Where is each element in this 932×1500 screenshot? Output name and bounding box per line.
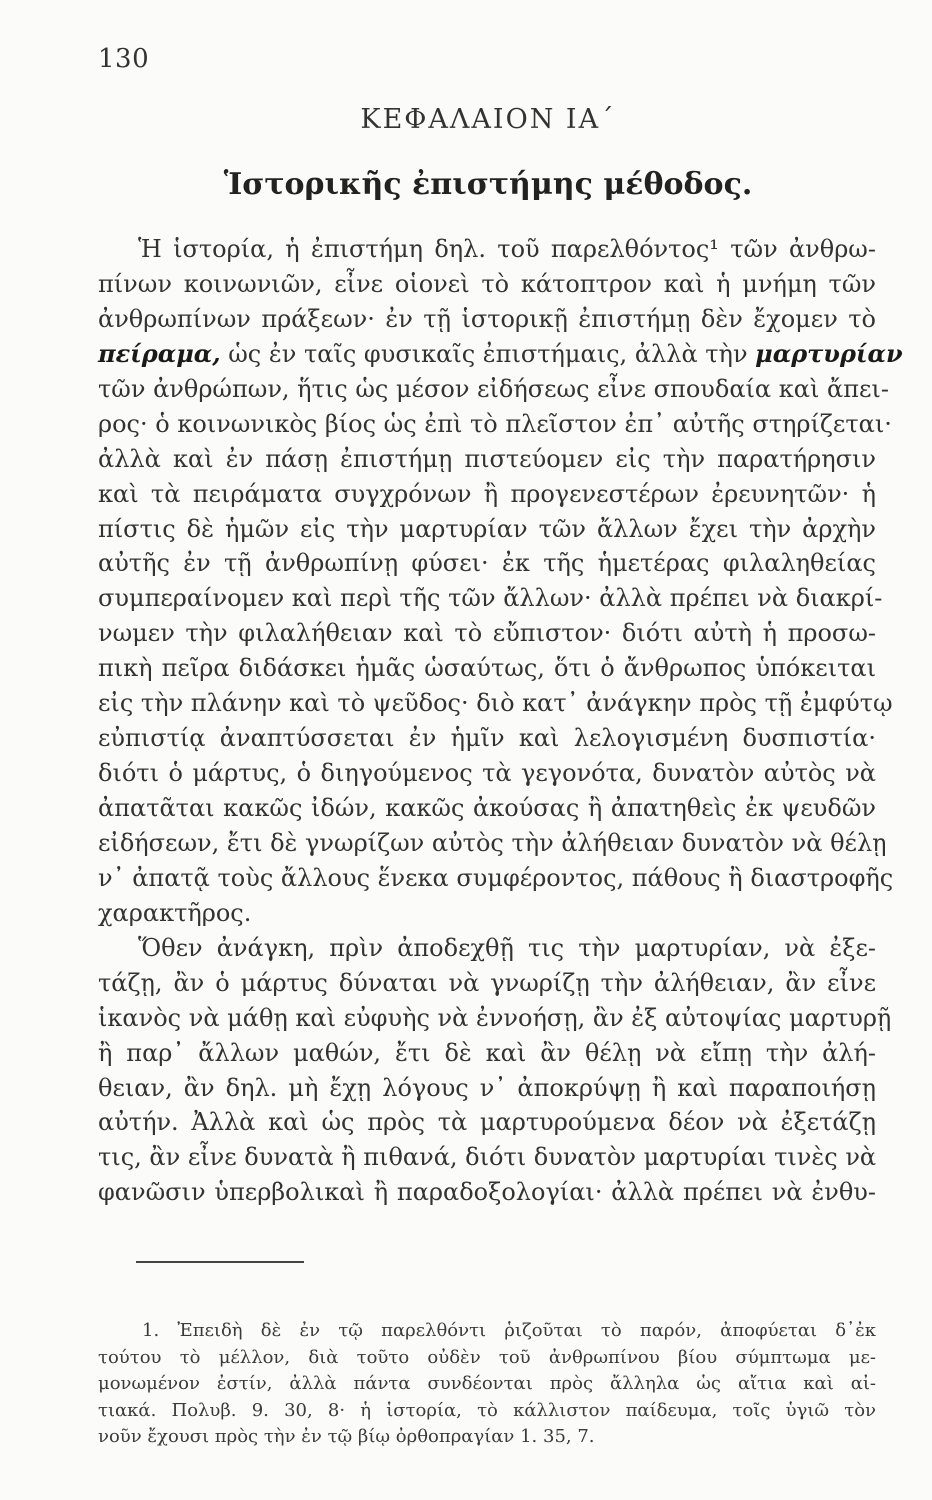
- text-segment: καὶ τὰ πειράματα συγχρόνων ἢ προγενεστέρων ἐρευνητῶν· ἡ: [98, 479, 876, 508]
- emphasized-term: μαρτυρίαν: [755, 338, 903, 368]
- footnote-line: 1. Ἐπειδὴ δὲ ἐν τῷ παρελθόντι ῥιζοῦται τὸ παρόν, ἀποφύεται δ᾿ἐκ: [142, 1320, 876, 1341]
- text-segment: συμπεραίνομεν καὶ περὶ τῆς τῶν ἄλλων· ἀλλὰ πρέπει νὰ διακρί-: [98, 584, 883, 613]
- text-segment: τῶν ἀνθρώπων, ἥτις ὡς μέσον εἰδήσεως εἶνε σπουδαία καὶ ἄπει-: [98, 374, 889, 403]
- chapter-title: ΚΕΦΑΛΑΙΟΝ ΙΑ΄: [360, 104, 616, 135]
- text-segment: ἀλλὰ καὶ ἐν πάσῃ ἐπιστήμῃ πιστεύομεν εἰς τὴν παρατήρησιν: [98, 444, 876, 473]
- footnote-line: μονωμένον ἐστίν, ἀλλὰ πάντα συνδέονται πρὸς ἄλληλα ὡς αἴτια καὶ αἰ-: [98, 1373, 876, 1394]
- text-line: [98, 372, 889, 407]
- footnotes: [98, 1318, 876, 1451]
- text-segment: διότι ὁ μάρτυς, ὁ διηγούμενος τὰ γεγονότα, δυνατὸν αὐτὸς νὰ: [98, 759, 876, 788]
- text-segment: ἀνθρωπίνων πράξεων· ἐν τῇ ἱστορικῇ ἐπιστήμῃ δὲν ἔχομεν τὸ: [98, 304, 876, 333]
- page-number: 130: [98, 44, 150, 74]
- text-segment: χαρακτῆρος.: [98, 898, 252, 927]
- text-line: [98, 686, 893, 721]
- text-line: [98, 826, 887, 861]
- text-segment: αὐτήν. Ἀλλὰ καὶ ὡς πρὸς τὰ μαρτυρούμενα δέον νὰ ἐξετάζῃ: [98, 1108, 876, 1137]
- text-line: [98, 581, 883, 616]
- text-segment: Ὅθεν ἀνάγκη, πρὶν ἀποδεχθῇ τις τὴν μαρτυρίαν, νὰ ἐξε-: [138, 933, 876, 962]
- text-line: [98, 546, 876, 581]
- text-segment: θειαν, ἂν δηλ. μὴ ἔχῃ λόγους ν᾿ ἀποκρύψῃ ἢ καὶ παραποιήσῃ: [98, 1073, 876, 1102]
- text-segment: τις, ἂν εἶνε δυνατὰ ἢ πιθανά, διότι δυνατὸν μαρτυρίαι τινὲς νὰ: [98, 1143, 877, 1172]
- footnote-divider: [136, 1261, 304, 1263]
- text-line: [98, 1175, 876, 1210]
- text-line: [98, 232, 876, 267]
- text-segment: αὐτῆς ἐν τῇ ἀνθρωπίνῃ φύσει· ἐκ τῆς ἡμετέρας φιλαληθείας: [98, 549, 876, 578]
- text-segment: ν᾿ ἀπατᾷ τοὺς ἄλλους ἕνεκα συμφέροντος, πάθους ἢ διαστροφῆς: [98, 863, 894, 892]
- text-line: [98, 931, 876, 966]
- text-segment: ἢ παρ᾿ ἄλλων μαθών, ἔτι δὲ καὶ ἂν θέλῃ νὰ εἴπῃ τὴν ἀλή-: [98, 1038, 876, 1067]
- footnote-line: νοῦν ἔχουσι πρὸς τὴν ἐν τῷ βίῳ ὀρθοπραγίαν 1. 35, 7.: [98, 1426, 595, 1447]
- text-line: [98, 966, 876, 1001]
- text-line: [98, 267, 876, 302]
- text-line: [98, 896, 876, 931]
- text-segment: ὡς ἐν ταῖς φυσικαῖς ἐπιστήμαις, ἀλλὰ τὴν: [220, 339, 756, 368]
- text-line: [98, 861, 894, 896]
- text-segment: ἀπατᾶται κακῶς ἰδών, κακῶς ἀκούσας ἢ ἀπατηθεὶς ἐκ ψευδῶν: [98, 794, 876, 822]
- text-line: [98, 1071, 876, 1106]
- text-segment: ρος· ὁ κοινωνικὸς βίος ὡς ἐπὶ τὸ πλεῖστον ἐπ᾿ αὐτῆς στηρίζεται·: [98, 409, 892, 438]
- text-segment: ἱκανὸς νὰ μάθῃ καὶ εὐφυὴς νὰ ἐννοήσῃ, ἂν ἐξ αὐτοψίας μαρτυρῇ: [98, 1003, 892, 1032]
- section-title: Ἱστορικῆς ἐπιστήμης μέθοδος.: [223, 167, 753, 202]
- text-line: [98, 756, 876, 791]
- text-segment: εἰς τὴν πλάνην καὶ τὸ ψεῦδος· διὸ κατ᾿ ἀνάγκην πρὸς τῇ ἐμφύτῳ: [98, 689, 893, 718]
- text-segment: πίστις δὲ ἡμῶν εἰς τὴν μαρτυρίαν τῶν ἄλλων ἔχει τὴν ἀρχὴν: [98, 514, 876, 543]
- text-line: [98, 1001, 892, 1036]
- text-segment: εὐπιστίᾳ ἀναπτύσσεται ἐν ἡμῖν καὶ λελογισμένη δυσπιστία·: [98, 724, 876, 753]
- text-line: [98, 442, 876, 477]
- text-line: [98, 721, 876, 756]
- text-segment: εἰδήσεων, ἔτι δὲ γνωρίζων αὐτὸς τὴν ἀλήθειαν δυνατὸν νὰ θέλῃ: [98, 828, 887, 857]
- text-line: [98, 791, 876, 826]
- text-line: [98, 1105, 876, 1140]
- text-segment: πικὴ πεῖρα διδάσκει ἡμᾶς ὡσαύτως, ὅτι ὁ ἄνθρωπος ὑπόκειται: [98, 654, 876, 683]
- footnote-line: τιακά. Πολυβ. 9. 30, 8· ἡ ἱστορία, τὸ κάλλιστον παίδευμα, τοῖς ὑγιῶ τὸν: [98, 1399, 876, 1421]
- emphasized-term: πείραμα,: [98, 338, 221, 368]
- text-segment: τάζῃ, ἂν ὁ μάρτυς δύναται νὰ γνωρίζῃ τὴν ἀλήθειαν, ἂν εἶνε: [98, 968, 876, 997]
- body-text: [98, 232, 903, 1210]
- text-segment: νωμεν τὴν φιλαλήθειαν καὶ τὸ εὔπιστον· διότι αὐτὴ ἡ προσω-: [98, 619, 876, 648]
- text-line: [98, 1036, 876, 1071]
- text-segment: Ἡ ἱστορία, ἡ ἐπιστήμη δηλ. τοῦ παρελθόντος¹ τῶν ἀνθρω-: [138, 235, 876, 263]
- text-line: [98, 616, 876, 651]
- text-segment: φανῶσιν ὑπερβολικαὶ ἢ παραδοξολογίαι· ἀλλὰ πρέπει νὰ ἐνθυ-: [98, 1178, 876, 1207]
- text-line: [98, 477, 876, 512]
- text-segment: πίνων κοινωνιῶν, εἶνε οἱονεὶ τὸ κάτοπτρον καὶ ἡ μνήμη τῶν: [98, 269, 876, 298]
- text-line: [98, 302, 876, 337]
- text-line: [98, 651, 876, 686]
- text-line: [98, 407, 892, 442]
- text-line: [98, 337, 903, 372]
- footnote-line: τούτου τὸ μέλλον, διὰ τοῦτο οὐδὲν τοῦ ἀνθρωπίνου βίου σύμπτωμα με-: [98, 1346, 876, 1368]
- text-line: [98, 512, 876, 547]
- text-line: [98, 1140, 876, 1175]
